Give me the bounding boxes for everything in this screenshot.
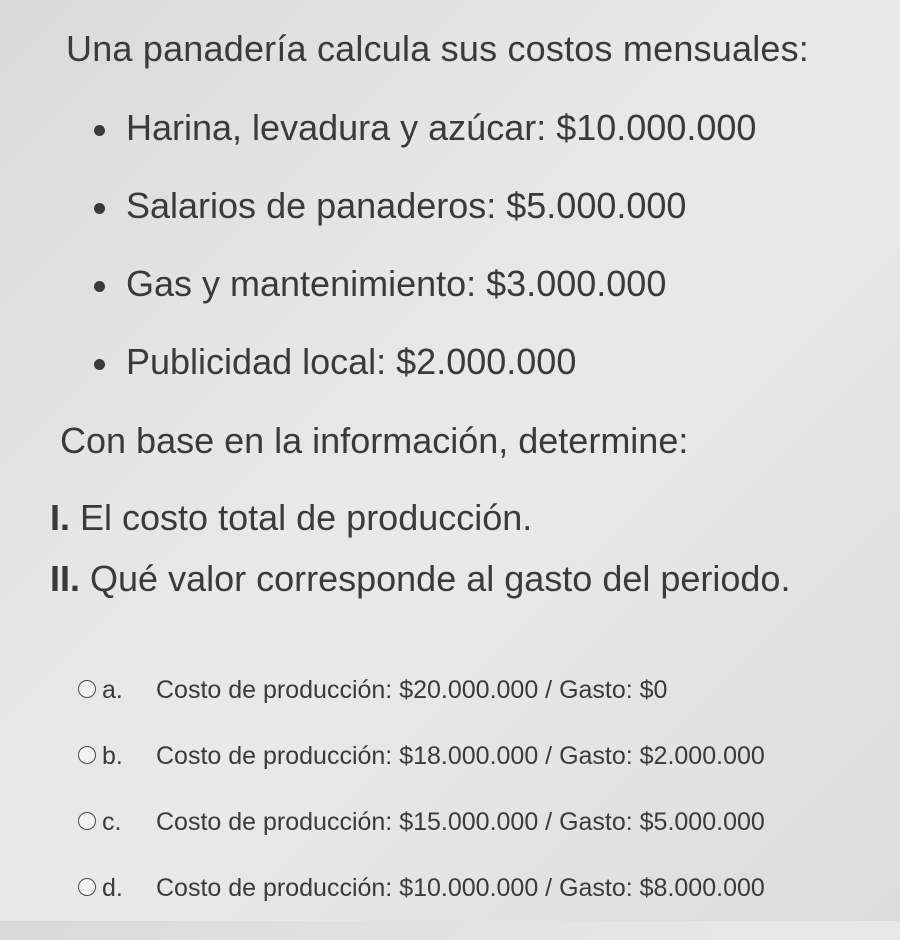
question-text: El costo total de producción. (80, 497, 533, 538)
radio-button[interactable] (78, 680, 96, 698)
option-label: Costo de producción: $20.000.000 / Gasto: $0 (156, 676, 668, 704)
list-item (90, 336, 756, 414)
option-label: Costo de producción: $15.000.000 / Gasto: $5.000.000 (156, 808, 765, 836)
option-letter: c. (102, 808, 122, 836)
cost-text: Salarios de panaderos: $5.000.000 (126, 185, 687, 226)
cost-list (90, 102, 756, 414)
option-letter: a. (102, 676, 123, 704)
list-item (90, 258, 756, 336)
radio-button[interactable] (78, 812, 96, 830)
bullet-icon (94, 203, 105, 214)
question-numeral: II. (50, 558, 81, 599)
instruction-text: Con base en la información, determine: (60, 420, 689, 461)
option-letter: b. (102, 742, 123, 770)
radio-button[interactable] (78, 746, 96, 764)
cost-text: Harina, levadura y azúcar: $10.000.000 (126, 107, 757, 148)
option-label: Costo de producción: $10.000.000 / Gasto: $8.000.000 (156, 874, 765, 902)
list-item (90, 102, 756, 180)
question-numeral: I. (50, 497, 71, 538)
bullet-icon (94, 359, 105, 370)
question-text: Qué valor corresponde al gasto del periodo. (90, 558, 791, 599)
question-1 (50, 497, 532, 539)
radio-button[interactable] (78, 878, 96, 896)
list-item (90, 180, 756, 258)
intro-text: Una panadería calcula sus costos mensuales: (66, 28, 810, 69)
bullet-icon (94, 281, 105, 292)
question-2 (50, 558, 790, 600)
bullet-icon (94, 125, 105, 136)
cost-text: Publicidad local: $2.000.000 (126, 341, 577, 382)
option-letter: d. (102, 874, 123, 902)
cost-text: Gas y mantenimiento: $3.000.000 (126, 263, 667, 304)
option-label: Costo de producción: $18.000.000 / Gasto: $2.000.000 (156, 742, 765, 770)
